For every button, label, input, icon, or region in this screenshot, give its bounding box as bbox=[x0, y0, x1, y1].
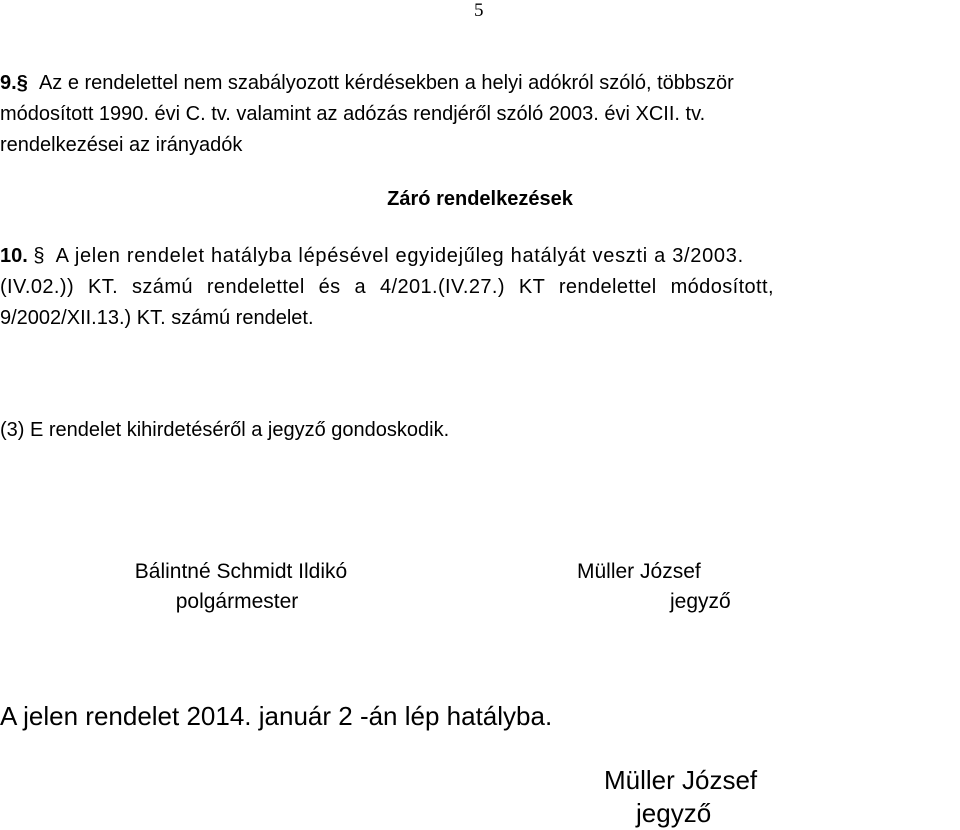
section-9-para-sign: § bbox=[16, 72, 28, 94]
signature-right bbox=[560, 557, 731, 617]
section-10-text-1: A jelen rendelet hatályba lépésével egyidejűleg hatályát veszti a 3/2003. bbox=[55, 245, 744, 267]
section-9-line-1 bbox=[0, 69, 960, 97]
signature-left-title: polgármester bbox=[175, 590, 299, 613]
clause-3: (3) E rendelet kihirdetéséről a jegyző gondoskodik. bbox=[0, 419, 450, 441]
final-signature bbox=[604, 764, 757, 830]
signature-right-title: jegyző bbox=[670, 590, 731, 613]
page-number: 5 bbox=[474, 0, 484, 21]
section-10-para-sign: § bbox=[33, 245, 45, 267]
section-10-number: 10. bbox=[0, 245, 28, 267]
section-9-line-3: rendelkezései az irányadók bbox=[0, 134, 243, 156]
signature-left bbox=[86, 557, 396, 617]
signature-right-name: Müller József bbox=[577, 560, 701, 583]
section-10-line-2: (IV.02.)) KT. számú rendelettel és a 4/201.(IV.27.) KT rendelettel módosított, bbox=[0, 276, 774, 298]
final-signature-title: jegyző bbox=[636, 798, 712, 828]
effective-date-note: A jelen rendelet 2014. január 2 -án lép hatályba. bbox=[0, 701, 553, 731]
closing-provisions-heading: Záró rendelkezések bbox=[387, 188, 573, 210]
section-10-line-1 bbox=[0, 242, 960, 270]
section-9-line-2: módosított 1990. évi C. tv. valamint az adózás rendjéről szóló 2003. évi XCII. tv. bbox=[0, 103, 706, 125]
section-9-text-1: Az e rendelettel nem szabályozott kérdésekben a helyi adókról szóló, többször bbox=[38, 72, 734, 94]
final-signature-name: Müller József bbox=[604, 765, 758, 795]
section-9-number: 9. bbox=[0, 72, 17, 94]
signature-left-name: Bálintné Schmidt Ildikó bbox=[134, 560, 348, 583]
section-10-line-3: 9/2002/XII.13.) KT. számú rendelet. bbox=[0, 307, 314, 329]
